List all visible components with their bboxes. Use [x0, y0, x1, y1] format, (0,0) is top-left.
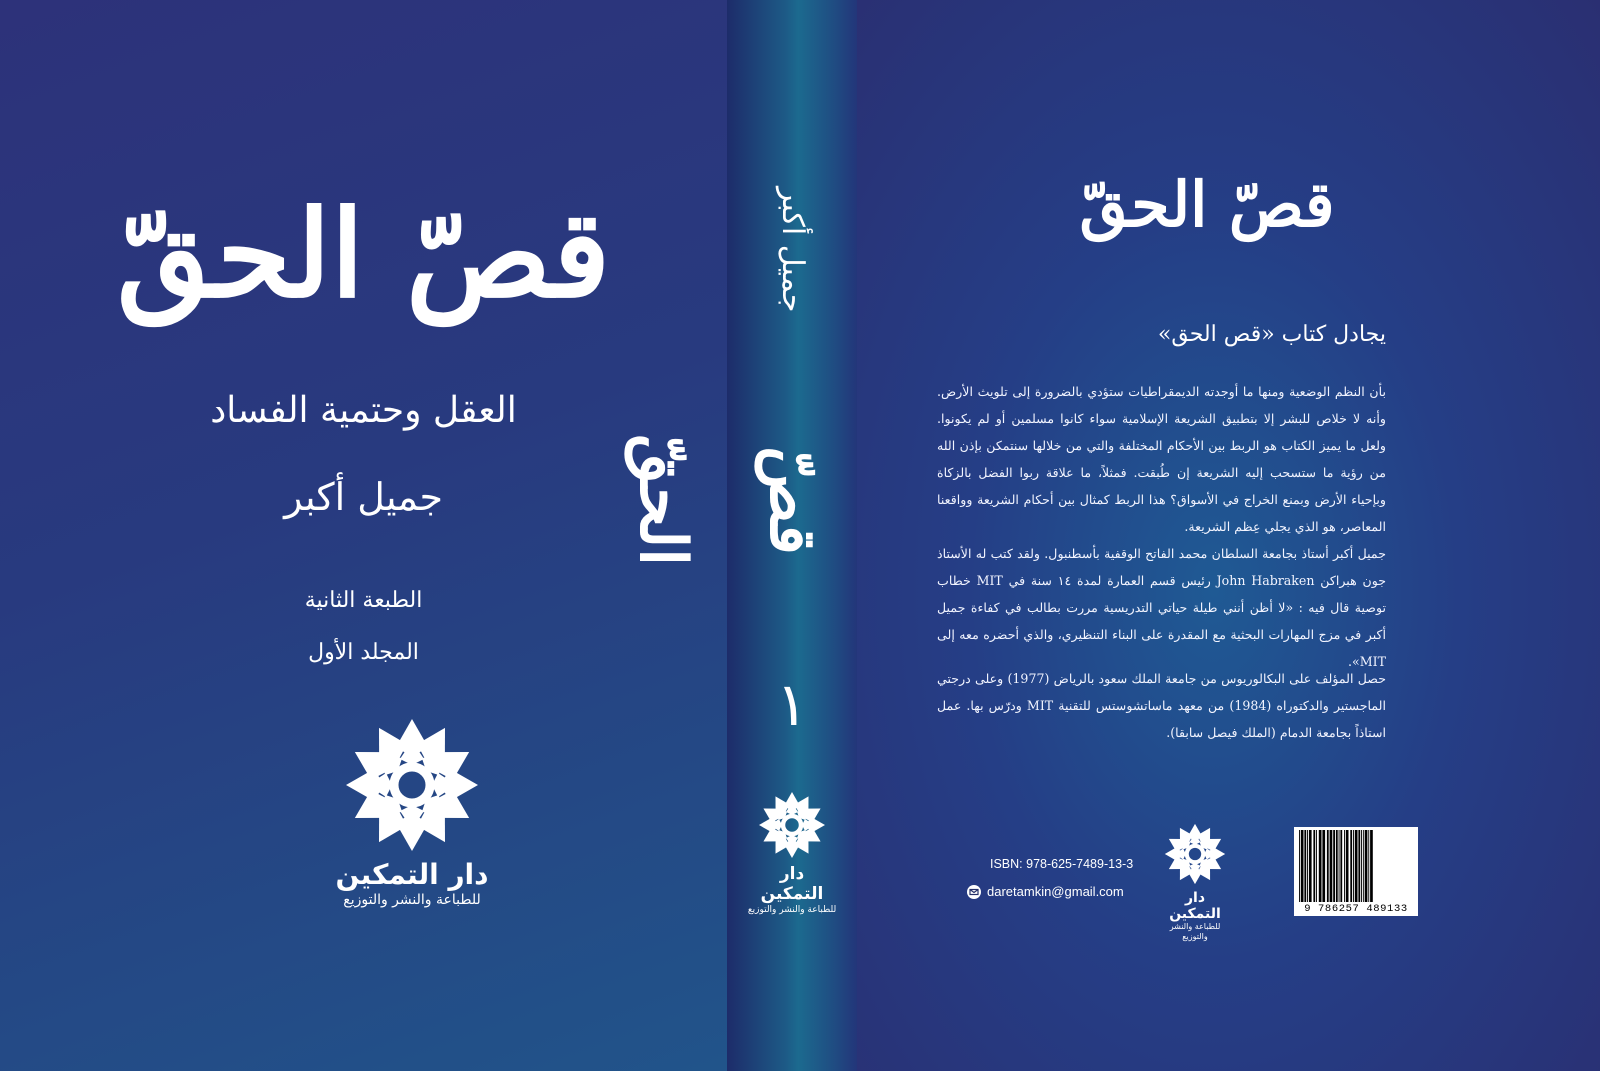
barcode-bar	[1322, 830, 1325, 902]
edition-label: الطبعة الثانية	[304, 588, 423, 613]
blurb-paragraph: جميل أكبر أستاذ بجامعة السلطان محمد الفاتح الوقفية بأسطنبول. ولقد كتب له الأستاذ جون هبراكن John Habraken رئيس قسم العمارة لمدة ١٤ سنة في MIT خطاب توصية قال فيه : «لا أظن أنني طيلة حياتي التدريسية مررت بطالب في كفاءة جميل أكبر في مزج المهارات البحثية مع المقدرة على البناء التنظيري، والذي أحضره معه إلى MIT».	[937, 545, 1387, 669]
barcode-bar	[1340, 830, 1342, 902]
barcode-bar	[1361, 830, 1362, 902]
barcode-bar	[1363, 830, 1364, 902]
book-subtitle: العقل وحتمية الفساد	[210, 390, 517, 431]
book-title: قصّ الحقّ	[116, 184, 611, 325]
isbn-label: ISBN: 978-625-7489-13-3	[990, 857, 1134, 871]
barcode-bar	[1327, 830, 1329, 902]
barcode-bar	[1336, 830, 1338, 902]
blurb-paragraph: بأن النظم الوضعية ومنها ما أوجدته الديمقراطيات ستؤدي بالضرورة إلى تلويث الأرض. وأنه لا خلاص للبشر إلا بتطبيق الشريعة الإسلامية سواء كانوا مسلمين أو لم يكونوا. ولعل ما يميز الكتاب هو الربط بين الأحكام المختلفة والتي من خلالها سنتمكن بإذن الله من رؤية ما ستسحب إليه الشريعة إن طُبقت. فمثلاً، ما علاقة ربوا الفضل بالزكاة وبإحياء الأرض وبمنع الخراج في الأسواق؟ هذا الربط كمثال بين أحكام الشريعة وواقعنا المعاصر، هو الذي يجلي عِظم الشريعة.	[937, 383, 1386, 534]
blurb-title: قصّ الحقّ	[1079, 168, 1335, 241]
barcode-bar	[1339, 830, 1340, 902]
volume-label: المجلد الأول	[308, 640, 419, 665]
barcode-bar	[1333, 830, 1335, 902]
blurb-cover	[857, 0, 1600, 1071]
spine-volume-number: ١	[775, 670, 809, 740]
spine-title: قصّ الحقّ	[625, 434, 830, 566]
barcode-number: 9 786257 489133	[1304, 903, 1408, 915]
book-spine	[625, 0, 857, 1071]
barcode-bar	[1344, 830, 1345, 902]
publisher-rosette-icon	[342, 715, 482, 855]
email-row	[967, 884, 1124, 899]
barcode-bar	[1346, 830, 1349, 902]
publisher-rosette-icon	[757, 790, 827, 860]
blurb-publisher-logo	[1157, 822, 1233, 942]
barcode-bar	[1365, 830, 1368, 902]
blurb-intro: يجادل كتاب «قص الحق»	[1157, 322, 1386, 347]
barcode-bar	[1358, 830, 1360, 902]
barcode-bar	[1307, 830, 1308, 902]
barcode-bar	[1330, 830, 1333, 902]
barcode-bar	[1316, 830, 1317, 902]
spine-publisher-logo	[747, 790, 837, 916]
blurb-publisher-tagline: للطباعة والنشر والتوزيع	[1169, 922, 1221, 941]
email-address[interactable]: daretamkin@gmail.com	[987, 884, 1124, 899]
spine-publisher-name: دار التمكين	[760, 864, 824, 904]
barcode-bar	[1301, 830, 1304, 902]
barcode-bar	[1353, 830, 1354, 902]
blurb-paragraph: حصل المؤلف على البكالوريوس من جامعة الملك سعود بالرياض (1977) وعلى درجتي الماجستير والدكتوراه (1984) من معهد ماساتشوستس للتقنية MIT ودرّس بها. عمل استاذاً بجامعة الدمام (الملك فيصل سابقا).	[937, 670, 1387, 740]
barcode-bars	[1297, 830, 1415, 902]
barcode-bar	[1370, 830, 1373, 902]
barcode-bar	[1368, 830, 1369, 902]
barcode-bar	[1350, 830, 1352, 902]
publisher-rosette-icon	[1163, 822, 1227, 886]
publisher-name: دار التمكين	[335, 858, 489, 891]
barcode-bar	[1355, 830, 1358, 902]
barcode-bar	[1313, 830, 1315, 902]
barcode-bar	[1309, 830, 1312, 902]
barcode-bar	[1304, 830, 1306, 902]
isbn-barcode	[1294, 827, 1418, 916]
spine-publisher-tagline: للطباعة والنشر والتوزيع	[747, 905, 837, 915]
barcode-bar	[1299, 830, 1300, 902]
author-name: جميل أكبر	[284, 475, 443, 519]
publisher-tagline: للطباعة والنشر والتوزيع	[343, 892, 481, 908]
mail-icon	[967, 885, 981, 899]
spine-author: جميل أكبر	[775, 187, 810, 313]
barcode-bar	[1319, 830, 1322, 902]
blurb-publisher-name: دار التمكين	[1169, 890, 1221, 922]
publisher-logo	[332, 715, 492, 909]
